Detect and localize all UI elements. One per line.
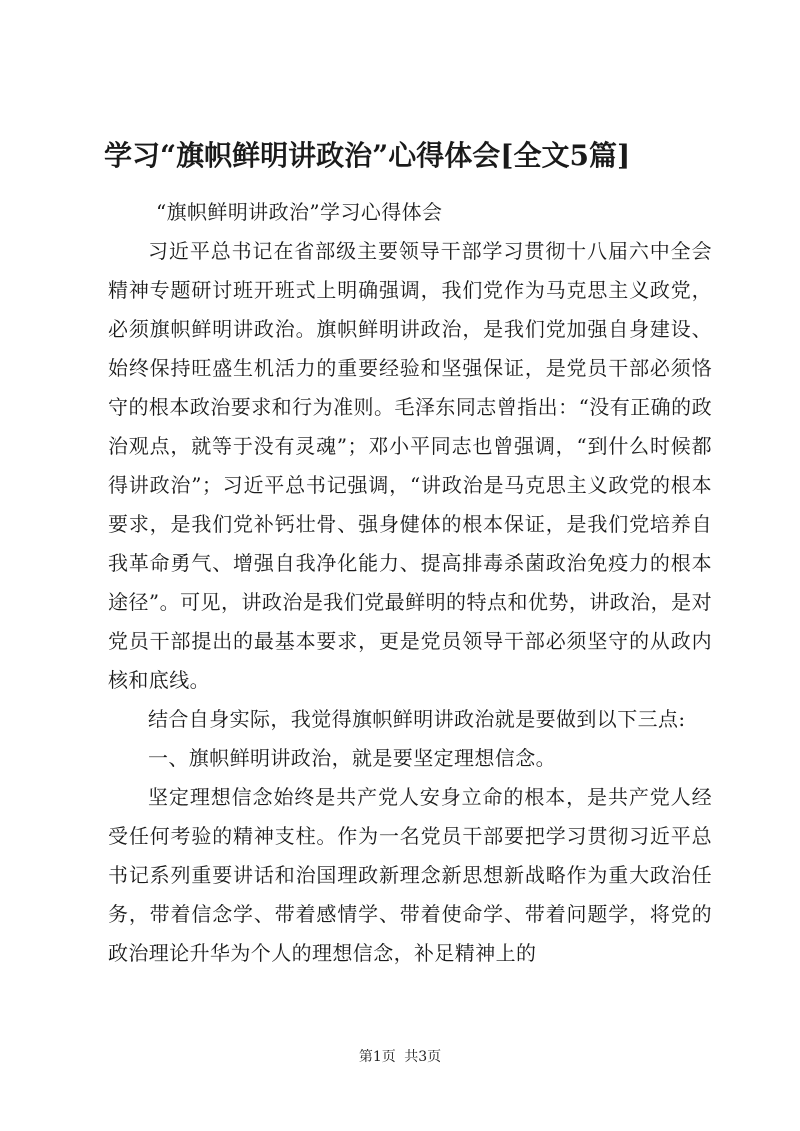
paragraph: 结合自身实际，我觉得旗帜鲜明讲政治就是要做到以下三点: [148, 707, 686, 731]
page-number: 第1页 [358, 1049, 396, 1065]
page-footer [0, 1047, 800, 1067]
page-total: 共3页 [404, 1049, 442, 1065]
paragraph: 习近平总书记在省部级主要领导干部学习贯彻十八届六中全会精神专题研讨班开班式上明确强调，我们党作为马克思主义政党，必须旗帜鲜明讲政治。旗帜鲜明讲政治，是我们党加强自身建设、始终保持旺盛生机活力的重要经验和坚强保证，是党员干部必须恪守的根本政治要求和行为准则。毛泽东同志曾指出：“没有正确的政治观点，就等于没有灵魂”；邓小平同志也曾强调，“到什么时候都得讲政治”；习近平总书记强调，“讲政治是马克思主义政党的根本要求，是我们党补钙壮骨、强身健体的根本保证，是我们党培养自我革命勇气、增强自我净化能力、提高排毒杀菌政治免疫力的根本途径”。可见，讲政治是我们党最鲜明的特点和优势，讲政治，是对党员干部提出的最基本要求，更是党员领导干部必须坚守的从政内核和底线。 [108, 239, 712, 692]
paragraph-subtitle: “旗帜鲜明讲政治”学习心得体会 [156, 200, 443, 224]
section-heading: 一、旗帜鲜明讲政治，就是要坚定理想信念。 [148, 746, 556, 770]
paragraph: 坚定理想信念始终是共产党人安身立命的根本，是共产党人经受任何考验的精神支柱。作为一名党员干部要把学习贯彻习近平总书记系列重要讲话和治国理政新理念新思想新战略作为重大政治任务，带着信念学、带着感情学、带着使命学、带着问题学，将党的政治理论升华为个人的理想信念，补足精神上的 [108, 785, 712, 965]
document-body [108, 193, 712, 973]
document-title: 学习“旗帜鲜明讲政治”心得体会[全文5篇] [104, 139, 631, 172]
